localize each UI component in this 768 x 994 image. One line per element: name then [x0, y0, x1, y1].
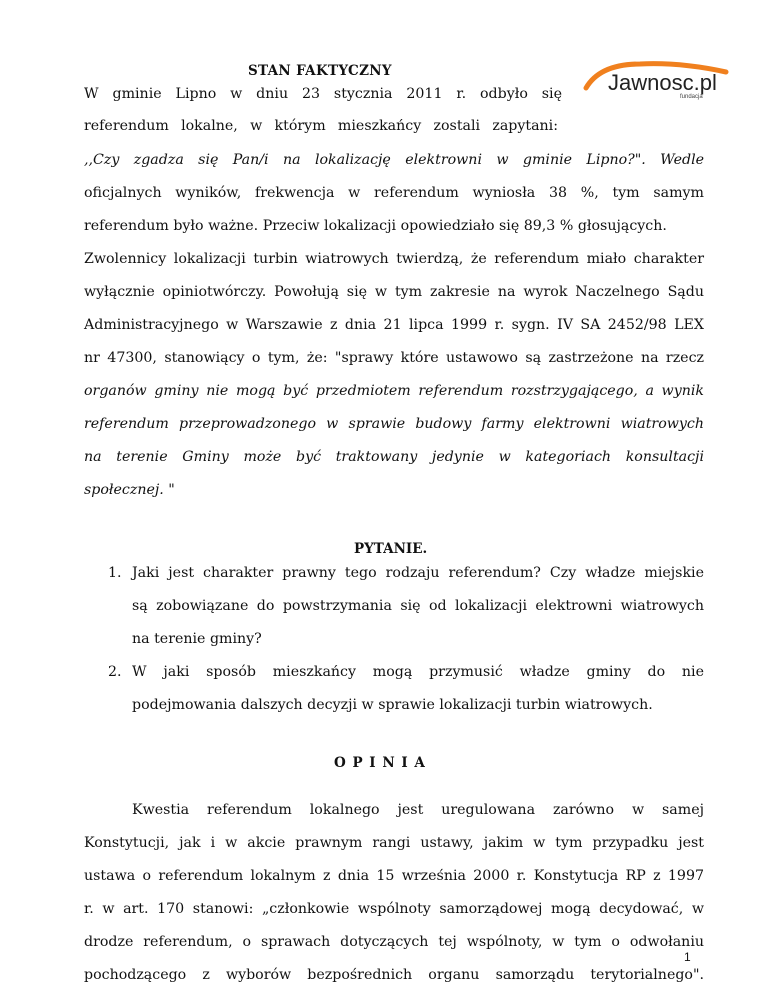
fact-line-9: nr 47300, stanowiący o tym, że: "sprawy które ustawowo są zastrzeżone na rzecz: [84, 350, 704, 366]
question-1-line-3: na terenie gminy?: [132, 631, 262, 647]
opinion-line-6: pochodzącego z wyborów bezpośrednich organu samorządu terytorialnego".: [84, 967, 704, 983]
fact-line-2: referendum lokalne, w którym mieszkańcy zostali zapytani:: [84, 118, 558, 134]
question-1-line-2: są zobowiązane do powstrzymania się od lokalizacji elektrowni wiatrowych: [132, 598, 704, 614]
fact-line-5: referendum było ważne. Przeciw lokalizacji opowiedziało się 89,3 % głosujących.: [84, 218, 667, 234]
referendum-question: ,,Czy zgadza się Pan/i na lokalizację elektrowni w gminie Lipno?". Wedle: [84, 152, 704, 168]
question-2-number: 2.: [108, 664, 122, 680]
question-1-number: 1.: [108, 565, 122, 581]
jawnosc-logo: [580, 58, 760, 106]
fact-line-10: organów gminy nie mogą być przedmiotem referendum rozstrzygającego, a wynik: [84, 383, 704, 399]
fact-line-6: Zwolennicy lokalizacji turbin wiatrowych twierdzą, że referendum miało charakter: [84, 251, 704, 267]
opinion-line-4: r. w art. 170 stanowi: „członkowie wspólnoty samorządowej mogą decydować, w: [84, 901, 704, 917]
page-number: 1: [684, 950, 691, 964]
fact-line-1: W gminie Lipno w dniu 23 stycznia 2011 r. odbyło się: [84, 86, 562, 102]
fact-line-4: oficjalnych wyników, frekwencja w referendum wyniosła 38 %, tym samym: [84, 185, 704, 201]
question-1-line-1: Jaki jest charakter prawny tego rodzaju referendum? Czy władze miejskie: [132, 565, 704, 581]
opinion-line-1: Kwestia referendum lokalnego jest uregulowana zarówno w samej: [132, 802, 704, 818]
opinion-line-2: Konstytucji, jak i w akcie prawnym rangi ustawy, jakim w tym przypadku jest: [84, 835, 704, 851]
fact-line-11: referendum przeprowadzonego w sprawie budowy farmy elektrowni wiatrowych: [84, 416, 704, 432]
opinion-line-3: ustawa o referendum lokalnym z dnia 15 września 2000 r. Konstytucja RP z 1997: [84, 868, 704, 884]
heading-pytanie: PYTANIE.: [354, 541, 428, 557]
logo-text: Jawnosc.pl: [608, 70, 717, 95]
logo-subtext: fundacja: [680, 94, 703, 100]
fact-line-12: na terenie Gminy może być traktowany jedynie w kategoriach konsultacji: [84, 449, 704, 465]
question-2-line-2: podejmowania dalszych decyzji w sprawie lokalizacji turbin wiatrowych.: [132, 697, 653, 713]
fact-line-8: Administracyjnego w Warszawie z dnia 21 lipca 1999 r. sygn. IV SA 2452/98 LEX: [84, 317, 704, 333]
opinion-line-5: drodze referendum, o sprawach dotyczących tej wspólnoty, w tym o odwołaniu: [84, 934, 704, 950]
question-2-line-1: W jaki sposób mieszkańcy mogą przymusić władze gminy do nie: [132, 664, 704, 680]
heading-opinia: O P I N I A: [334, 755, 426, 771]
fact-line-13: społecznej. ": [84, 482, 175, 498]
heading-stan-faktyczny: STAN FAKTYCZNY: [248, 63, 392, 79]
fact-line-3: [84, 150, 704, 170]
fact-line-7: wyłącznie opiniotwórczy. Powołują się w tym zakresie na wyrok Naczelnego Sądu: [84, 284, 704, 300]
